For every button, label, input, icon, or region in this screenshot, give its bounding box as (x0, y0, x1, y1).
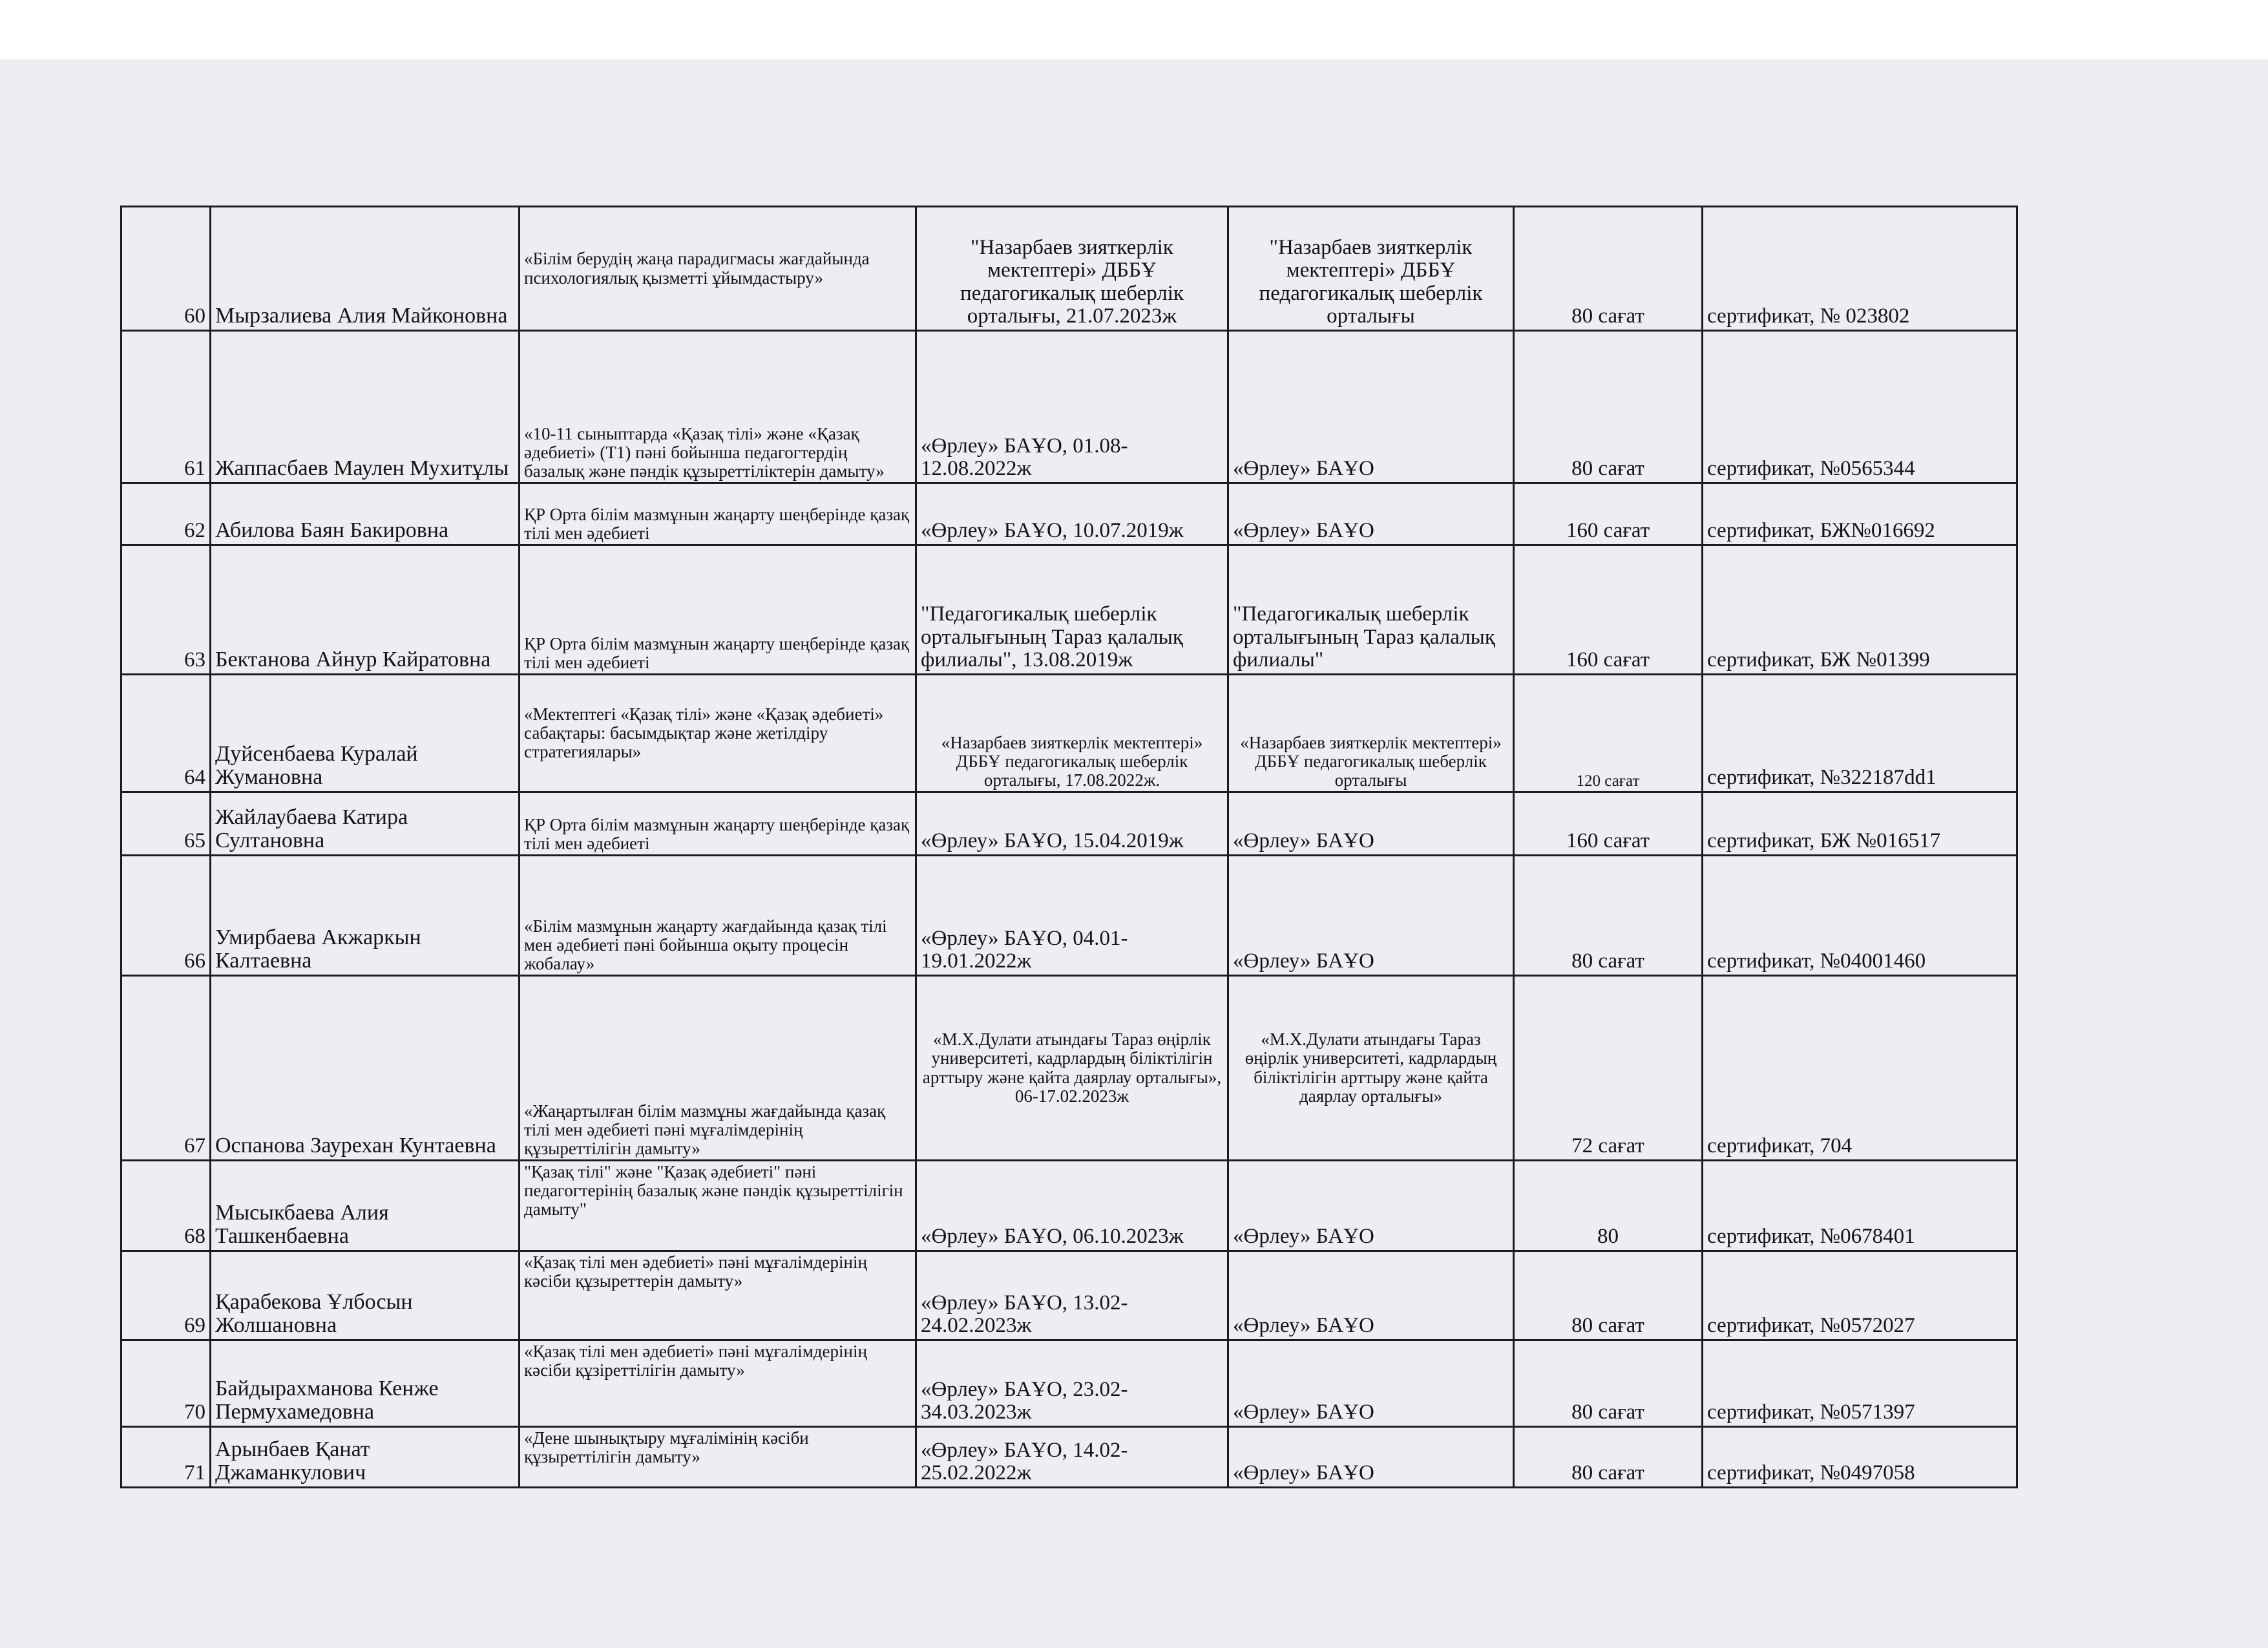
certificate: сертификат, №0565344 (1703, 331, 2017, 483)
hours: 160 сағат (1514, 483, 1703, 545)
organizer-date: "Назарбаев зияткерлік мектептері» ДББҰ педагогикалық шеберлік орталығы, 21.07.2023ж (916, 207, 1228, 331)
row-number: 70 (121, 1340, 211, 1427)
course-title: «Жаңартылған білім мазмұны жағдайында қазақ тілі мен әдебиеті пәні мұғалімдерінің құзыреттілігін дамыту» (520, 976, 916, 1161)
hours: 80 (1514, 1161, 1703, 1251)
organizer-date: «Өрлеу» БАҰО, 15.04.2019ж (916, 792, 1228, 856)
course-title: «10-11 сыныптарда «Қазақ тілі» және «Қазақ әдебиеті» (Т1) пәні бойынша педагогтердің базалық және пәндік құзыреттіліктерін дамыту» (520, 331, 916, 483)
table-row (121, 976, 2017, 1161)
teacher-name: Бектанова Айнур Кайратовна (211, 545, 520, 675)
organizer-date: «Өрлеу» БАҰО, 06.10.2023ж (916, 1161, 1228, 1251)
row-number: 68 (121, 1161, 211, 1251)
page-top-margin (0, 0, 2268, 59)
certificate: сертификат, №04001460 (1703, 856, 2017, 976)
table-row (121, 1161, 2017, 1251)
row-number: 66 (121, 856, 211, 976)
hours: 160 сағат (1514, 545, 1703, 675)
course-title: «Мектептегі «Қазақ тілі» және «Қазақ әдебиеті» сабақтары: басымдықтар және жетілдіру стратегиялары» (520, 675, 916, 792)
course-title: «Білім берудің жаңа парадигмасы жағдайында психологиялық қызметті ұйымдастыру» (520, 207, 916, 331)
course-title: «Қазақ тілі мен әдебиеті» пәні мұғалімдерінің кәсіби құзіреттілігін дамыту» (520, 1340, 916, 1427)
organizer-date: «Назарбаев зияткерлік мектептері» ДББҰ педагогикалық шеберлік орталығы, 17.08.2022ж. (916, 675, 1228, 792)
teacher-name: Қарабекова Ұлбосын Жолшановна (211, 1251, 520, 1340)
row-number: 65 (121, 792, 211, 856)
row-number: 60 (121, 207, 211, 331)
table-row (121, 1251, 2017, 1340)
course-title: ҚР Орта білім мазмұнын жаңарту шеңберінде қазақ тілі мен әдебиеті (520, 792, 916, 856)
provider: «Өрлеу» БАҰО (1228, 1427, 1514, 1488)
provider: «Өрлеу» БАҰО (1228, 792, 1514, 856)
provider: «Өрлеу» БАҰО (1228, 483, 1514, 545)
table-row (121, 483, 2017, 545)
teacher-name: Жайлаубаева Катира Султановна (211, 792, 520, 856)
teacher-name: Умирбаева Акжаркын Калтаевна (211, 856, 520, 976)
table-row (121, 1427, 2017, 1488)
provider: «М.Х.Дулати атындағы Тараз өңірлік университеті, кадрлардың біліктілігін арттыру және қайта даярлау орталығы» (1228, 976, 1514, 1161)
provider: «Назарбаев зияткерлік мектептері» ДББҰ педагогикалық шеберлік орталығы (1228, 675, 1514, 792)
certificate: сертификат, 704 (1703, 976, 2017, 1161)
certificate: сертификат, № 023802 (1703, 207, 2017, 331)
course-title: «Қазақ тілі мен әдебиеті» пәні мұғалімдерінің кәсіби құзыреттерін дамыту» (520, 1251, 916, 1340)
table-row (121, 545, 2017, 675)
hours: 72 сағат (1514, 976, 1703, 1161)
hours: 80 сағат (1514, 1427, 1703, 1488)
organizer-date: «Өрлеу» БАҰО, 14.02-25.02.2022ж (916, 1427, 1228, 1488)
table-row (121, 1340, 2017, 1427)
hours: 80 сағат (1514, 207, 1703, 331)
teacher-name: Дуйсенбаева Куралай Жумановна (211, 675, 520, 792)
course-title: «Білім мазмұнын жаңарту жағдайында қазақ тілі мен әдебиеті пәні бойынша оқыту процесін жобалау» (520, 856, 916, 976)
row-number: 63 (121, 545, 211, 675)
course-title: ҚР Орта білім мазмұнын жаңарту шеңберінде қазақ тілі мен әдебиеті (520, 483, 916, 545)
teacher-name: Жаппасбаев Маулен Мухитұлы (211, 331, 520, 483)
certificate: сертификат, №0497058 (1703, 1427, 2017, 1488)
teacher-name: Мырзалиева Алия Майконовна (211, 207, 520, 331)
certificate: сертификат, БЖ№016692 (1703, 483, 2017, 545)
organizer-date: «Өрлеу» БАҰО, 10.07.2019ж (916, 483, 1228, 545)
training-register-table (120, 206, 2018, 1488)
hours: 120 сағат (1514, 675, 1703, 792)
row-number: 62 (121, 483, 211, 545)
teacher-name: Оспанова Заурехан Кунтаевна (211, 976, 520, 1161)
organizer-date: «Өрлеу» БАҰО, 04.01-19.01.2022ж (916, 856, 1228, 976)
row-number: 64 (121, 675, 211, 792)
provider: «Өрлеу» БАҰО (1228, 1161, 1514, 1251)
organizer-date: «Өрлеу» БАҰО, 01.08-12.08.2022ж (916, 331, 1228, 483)
provider: "Педагогикалық шеберлік орталығының Тараз қалалық филиалы" (1228, 545, 1514, 675)
certificate: сертификат, №0678401 (1703, 1161, 2017, 1251)
row-number: 67 (121, 976, 211, 1161)
organizer-date: «Өрлеу» БАҰО, 23.02-34.03.2023ж (916, 1340, 1228, 1427)
provider: «Өрлеу» БАҰО (1228, 331, 1514, 483)
table-row (121, 856, 2017, 976)
provider: «Өрлеу» БАҰО (1228, 1251, 1514, 1340)
certificate: сертификат, №322187dd1 (1703, 675, 2017, 792)
table-row (121, 331, 2017, 483)
course-title: «Дене шынықтыру мұғалімінің кәсіби құзыреттілігін дамыту» (520, 1427, 916, 1488)
hours: 80 сағат (1514, 856, 1703, 976)
course-title: "Қазақ тілі" және "Қазақ әдебиеті" пәні педагогтерінің базалық және пәндік құзыреттілігін дамыту" (520, 1161, 916, 1251)
hours: 80 сағат (1514, 1251, 1703, 1340)
hours: 160 сағат (1514, 792, 1703, 856)
certificate: сертификат, БЖ №016517 (1703, 792, 2017, 856)
row-number: 69 (121, 1251, 211, 1340)
organizer-date: "Педагогикалық шеберлік орталығының Тараз қалалық филиалы", 13.08.2019ж (916, 545, 1228, 675)
table-row (121, 792, 2017, 856)
teacher-name: Абилова Баян Бакировна (211, 483, 520, 545)
provider: "Назарбаев зияткерлік мектептері» ДББҰ педагогикалық шеберлік орталығы (1228, 207, 1514, 331)
hours: 80 сағат (1514, 1340, 1703, 1427)
table-row (121, 207, 2017, 331)
row-number: 61 (121, 331, 211, 483)
row-number: 71 (121, 1427, 211, 1488)
teacher-name: Байдырахманова Кенже Пермухамедовна (211, 1340, 520, 1427)
certificate: сертификат, №0571397 (1703, 1340, 2017, 1427)
provider: «Өрлеу» БАҰО (1228, 856, 1514, 976)
organizer-date: «М.Х.Дулати атындағы Тараз өңірлік университеті, кадрлардың біліктілігін арттыру және қайта даярлау орталығы», 06-17.02.2023ж (916, 976, 1228, 1161)
hours: 80 сағат (1514, 331, 1703, 483)
course-title: ҚР Орта білім мазмұнын жаңарту шеңберінде қазақ тілі мен әдебиеті (520, 545, 916, 675)
teacher-name: Арынбаев Қанат Джаманкулович (211, 1427, 520, 1488)
certificate: сертификат, №0572027 (1703, 1251, 2017, 1340)
certificate: сертификат, БЖ №01399 (1703, 545, 2017, 675)
table-row (121, 675, 2017, 792)
teacher-name: Мысыкбаева Алия Ташкенбаевна (211, 1161, 520, 1251)
provider: «Өрлеу» БАҰО (1228, 1340, 1514, 1427)
organizer-date: «Өрлеу» БАҰО, 13.02-24.02.2023ж (916, 1251, 1228, 1340)
